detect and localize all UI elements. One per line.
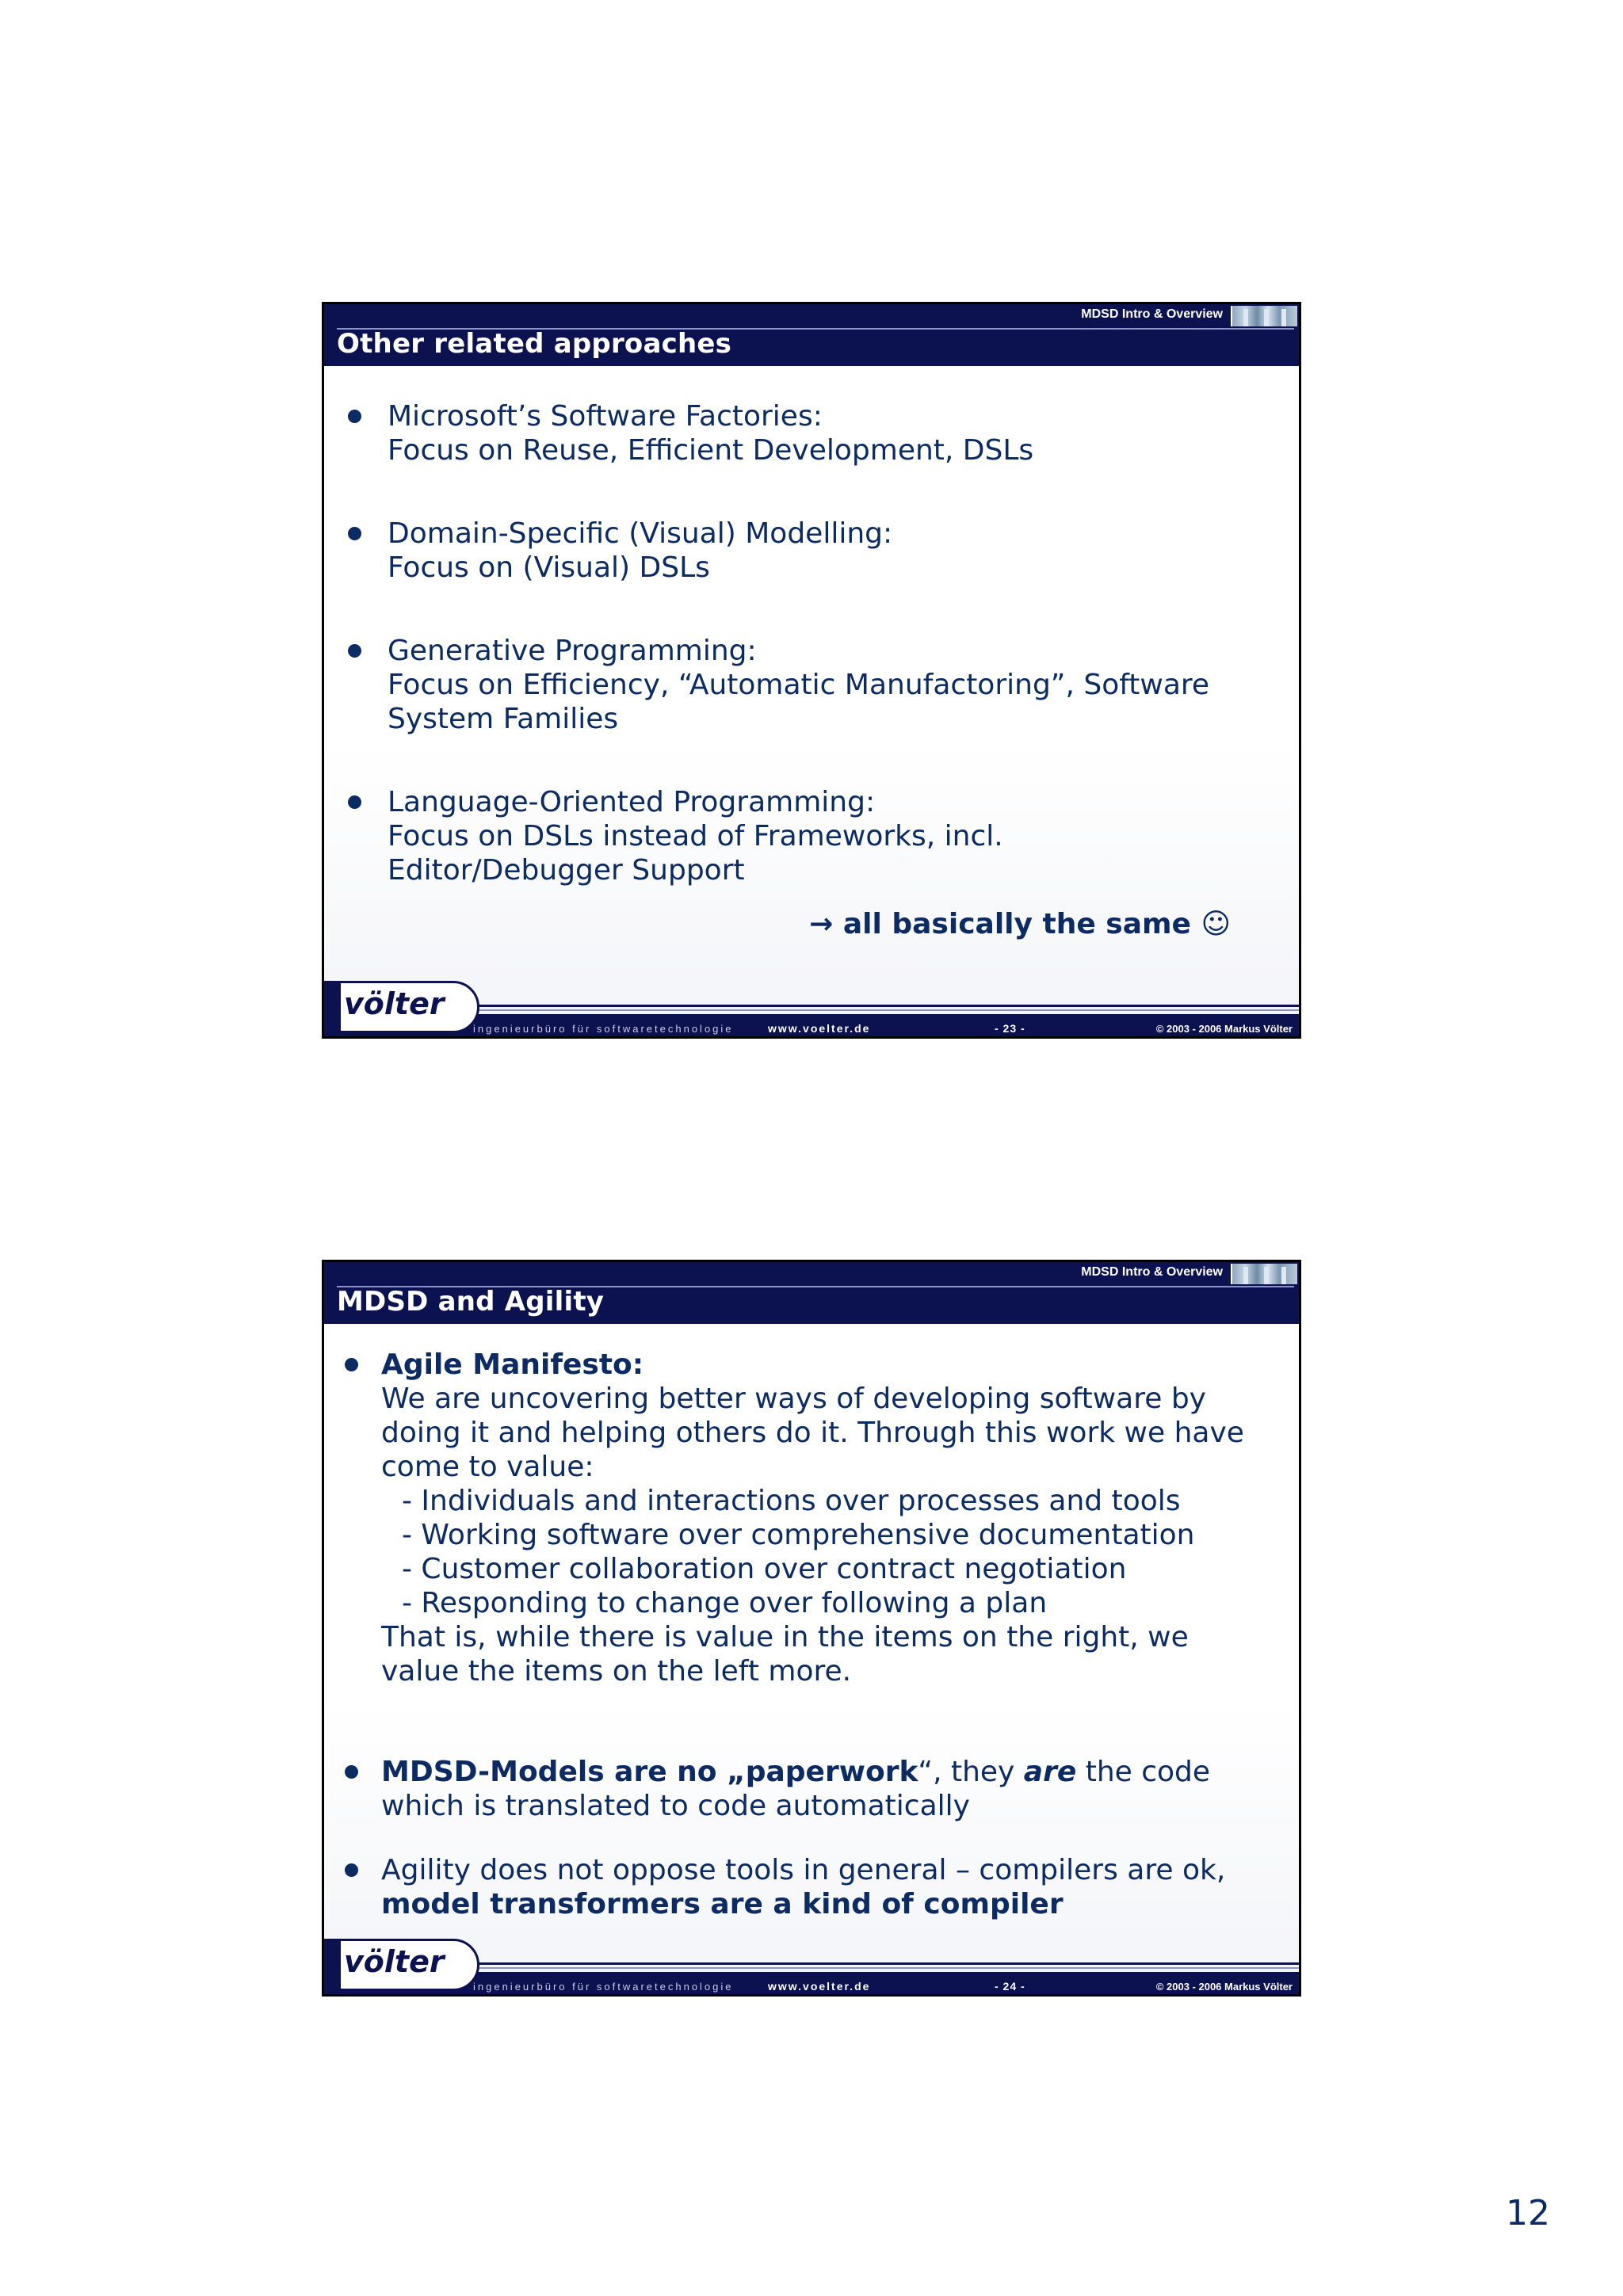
slide-number: - 23 - [995, 1022, 1025, 1035]
slide-footer [324, 978, 1299, 1036]
bullet-icon [348, 644, 361, 658]
header-top-strip [324, 1262, 1228, 1284]
slide-title: MDSD and Agility [337, 1286, 605, 1318]
footer-copyright: © 2003 - 2006 Markus Völter [1155, 1981, 1293, 1993]
slide-body [324, 1324, 1299, 1936]
footer-divider [459, 1967, 1299, 1969]
bullet-line: doing it and helping others do it. Through this work we have [381, 1417, 1244, 1449]
bullet-line: value the items on the left more. [381, 1655, 852, 1688]
bullet-line: We are uncovering better ways of developing software by [381, 1383, 1206, 1415]
bullet-line: Microsoft’s Software Factories: [388, 400, 823, 433]
header-top-strip [324, 304, 1228, 326]
bullet-icon [345, 1358, 358, 1371]
bullet-line [381, 1755, 1256, 1789]
slide-header [324, 1262, 1299, 1324]
slide-header [324, 304, 1299, 366]
manifesto-item: - Working software over comprehensive documentation [402, 1519, 1195, 1551]
footer-url: www.voelter.de [768, 1980, 871, 1993]
bullet-line: Focus on (Visual) DSLs [388, 551, 710, 584]
bullet-line: Agility does not oppose tools in general – compilers are ok, [381, 1854, 1226, 1886]
voelter-logo [322, 1939, 479, 1991]
bullet-line: Editor/Debugger Support [388, 854, 745, 887]
bullet-line: which is translated to code automatically [381, 1790, 970, 1822]
bullet-line: model transformers are a kind of compiler [381, 1888, 1064, 1920]
header-building-image [1231, 306, 1297, 326]
bullet-icon [348, 410, 361, 423]
conclusion-text: → all basically the same ☺ [809, 908, 1231, 940]
bullet-heading: Agile Manifesto: [381, 1348, 644, 1381]
manifesto-item: - Customer collaboration over contract negotiation [402, 1553, 1127, 1585]
bullet-line: Focus on Efficiency, “Automatic Manufactoring”, Software [388, 669, 1210, 701]
footer-url: www.voelter.de [768, 1022, 871, 1035]
bullet-icon [348, 527, 361, 540]
bullet-line: That is, while there is value in the items on the right, we [381, 1621, 1189, 1653]
slide-body [324, 366, 1299, 978]
bullet-line: Domain-Specific (Visual) Modelling: [388, 517, 893, 550]
slide-24 [322, 1260, 1301, 1997]
text-span: the code [1076, 1756, 1211, 1788]
bullet-line: Focus on DSLs instead of Frameworks, incl. [388, 820, 1003, 852]
section-label: MDSD Intro & Overview [1081, 307, 1223, 321]
header-building-image [1231, 1264, 1297, 1284]
bullet-line: Focus on Reuse, Efficient Development, DSLs [388, 434, 1034, 467]
footer-divider [459, 1962, 1299, 1965]
text-span: “, they [918, 1756, 1024, 1788]
footer-tagline: ingenieurbüro für softwaretechnologie [473, 1023, 734, 1035]
manifesto-item: - Individuals and interactions over processes and tools [402, 1485, 1181, 1517]
section-label: MDSD Intro & Overview [1081, 1265, 1223, 1279]
footer-divider [459, 1005, 1299, 1007]
footer-divider [459, 1009, 1299, 1011]
bold-text: MDSD-Models are no „paperwork [381, 1756, 918, 1788]
voelter-logo [322, 981, 479, 1033]
bullet-line: Language-Oriented Programming: [388, 786, 876, 818]
footer-copyright: © 2003 - 2006 Markus Völter [1155, 1023, 1293, 1035]
slide-footer [324, 1936, 1299, 1994]
footer-tagline: ingenieurbüro für softwaretechnologie [473, 1981, 734, 1993]
bullet-line: Generative Programming: [388, 635, 757, 667]
logo-wordmark: völter [344, 1944, 445, 1979]
slide-title: Other related approaches [337, 328, 732, 360]
bullet-icon [348, 795, 361, 809]
bullet-line: System Families [388, 703, 619, 735]
logo-wordmark: völter [344, 986, 445, 1021]
emphasis-text: are [1023, 1756, 1077, 1788]
manifesto-item: - Responding to change over following a plan [402, 1587, 1048, 1619]
page-number: 12 [1506, 2193, 1550, 2233]
bullet-icon [345, 1863, 358, 1877]
slide-23 [322, 302, 1301, 1039]
slide-number: - 24 - [995, 1980, 1025, 1993]
bullet-icon [345, 1765, 358, 1779]
bullet-line: come to value: [381, 1451, 594, 1483]
